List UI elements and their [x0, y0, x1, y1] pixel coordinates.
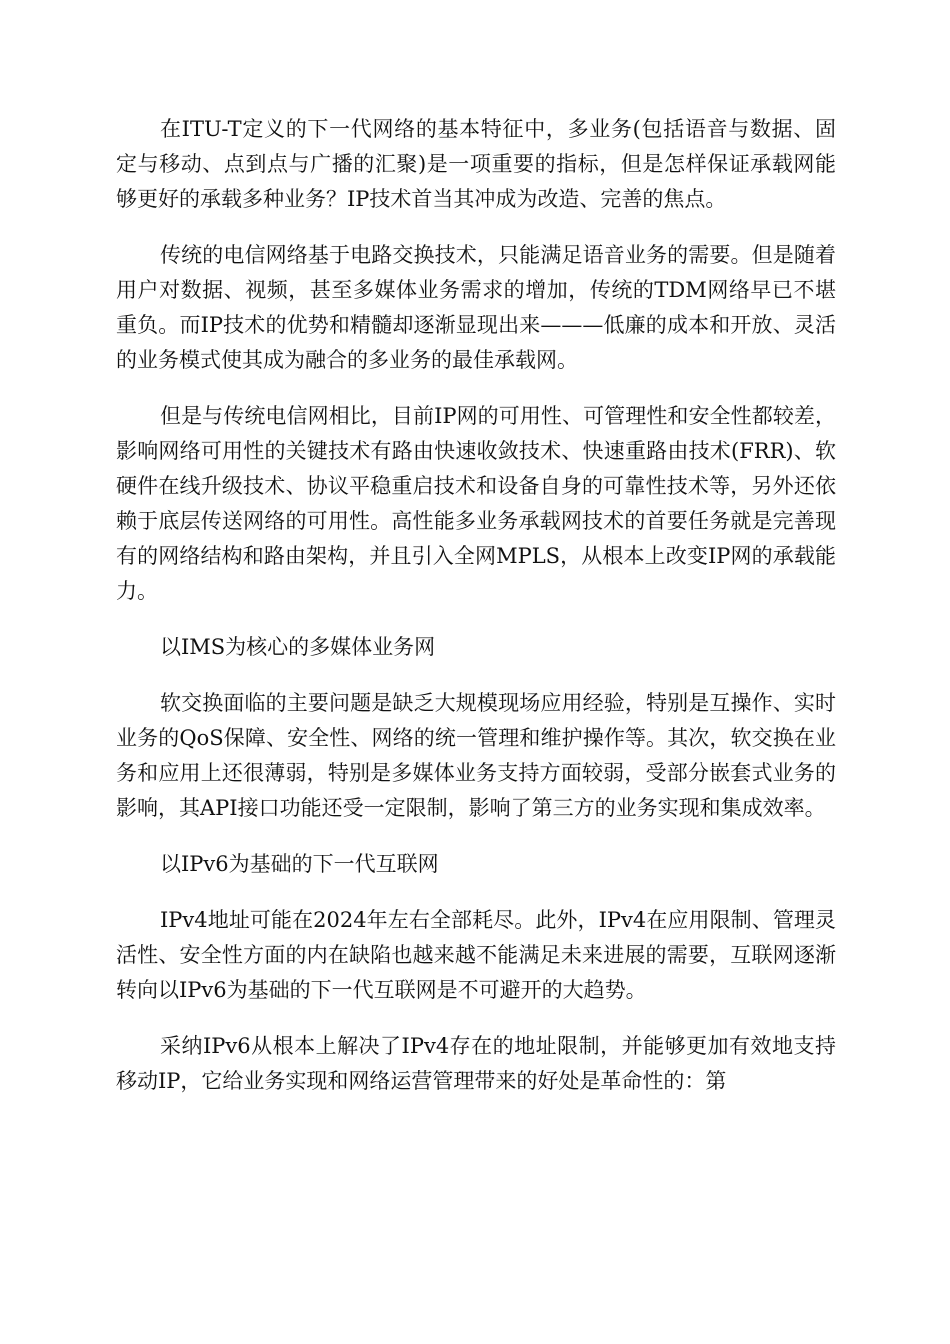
section-heading-ims: 以IMS为核心的多媒体业务网 [160, 635, 436, 659]
paragraph-ngn-multiservice: 在ITU-T定义的下一代网络的基本特征中，多业务(包括语音与数据、固定与移动、点到点与广播的汇聚)是一项重要的指标，但是怎样保证承载网能够更好的承载多种业务？IP技术首当其冲成为改造、完善的焦点。 [116, 117, 836, 211]
paragraph-ip-availability: 但是与传统电信网相比，目前IP网的可用性、可管理性和安全性都较差，影响网络可用性的关键技术有路由快速收敛技术、快速重路由技术(FRR)、软硬件在线升级技术、协议平稳重启技术和设备自身的可靠性技术等，另外还依赖于底层传送网络的可用性。高性能多业务承载网技术的首要任务就是完善现有的网络结构和路由架构，并且引入全网MPLS，从根本上改变IP网的承载能力。 [116, 404, 836, 603]
paragraph-ipv4-exhaustion: IPv4地址可能在2024年左右全部耗尽。此外，IPv4在应用限制、管理灵活性、安全性方面的内在缺陷也越来越不能满足未来进展的需要，互联网逐渐转向以IPv6为基础的下一代互联网是不可避开的大趋势。 [116, 908, 836, 1002]
paragraph-traditional-telecom: 传统的电信网络基于电路交换技术，只能满足语音业务的需要。但是随着用户对数据、视频，甚至多媒体业务需求的增加，传统的TDM网络早已不堪重负。而IP技术的优势和精髓却逐渐显现出来———低廉的成本和开放、灵活的业务模式使其成为融合的多业务的最佳承载网。 [116, 243, 836, 372]
document-page [116, 112, 836, 1120]
section-heading-ipv6: 以IPv6为基础的下一代互联网 [160, 852, 439, 876]
paragraph-softswitch: 软交换面临的主要问题是缺乏大规模现场应用经验，特别是互操作、实时业务的QoS保障、安全性、网络的统一管理和维护操作等。其次，软交换在业务和应用上还很薄弱，特别是多媒体业务支持方面较弱，受部分嵌套式业务的影响，其API接口功能还受一定限制，影响了第三方的业务实现和集成效率。 [116, 691, 836, 820]
paragraph-ipv6-adoption: 采纳IPv6从根本上解决了IPv4存在的地址限制，并能够更加有效地支持移动IP，它给业务实现和网络运营管理带来的好处是革命性的：第 [116, 1034, 836, 1093]
